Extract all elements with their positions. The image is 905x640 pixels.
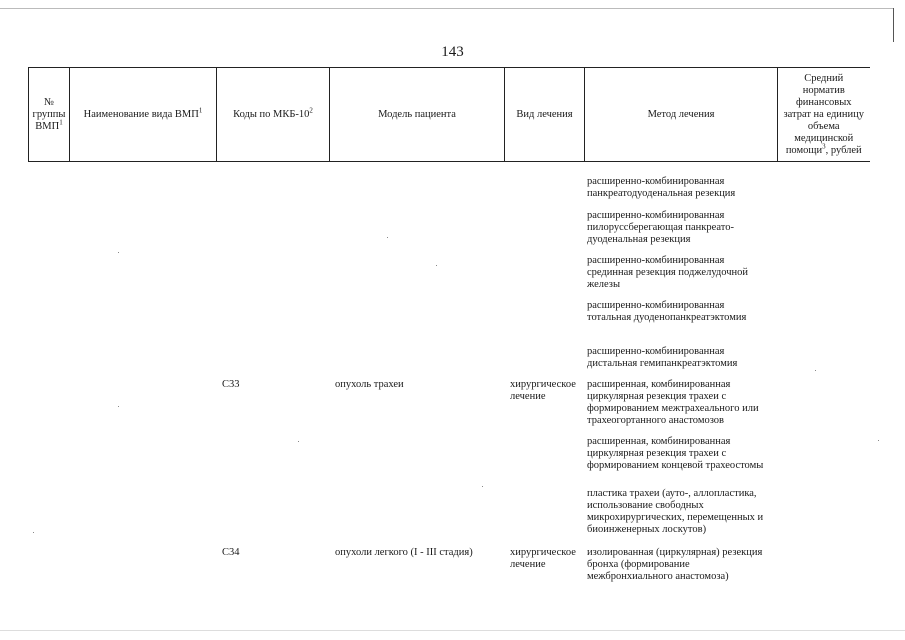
scan-speck [118,252,119,253]
scan-speck [815,370,816,371]
patient-model: опухоль трахеи [335,379,404,390]
scan-edge-right [893,8,894,42]
page-number: 143 [441,44,464,60]
table-header [28,67,870,162]
header-treatment-type: Вид лечения [505,68,585,162]
header-icd-codes: Коды по МКБ-$10^2$ [217,68,330,162]
scan-speck [482,486,483,487]
header-vmp-name: Наименование вида ВМП$^1$ [70,68,217,162]
method-text: расширенно-комбинированная панкреатодуоденальная резекция [587,176,736,199]
header-group-number: № группы ВМП$^1$ [29,68,70,162]
header-patient-model: Модель пациента [330,68,505,162]
method-text: расширенная, комбинированная циркулярная резекция трахеи с формированием концевой трахеостомы [587,436,764,471]
method-text: расширенная, комбинированная циркулярная резекция трахеи с формированием межтрахеального или трахеогортанного анастомозов [587,379,759,426]
icd-code: C33 [222,379,240,390]
scan-edge-bottom [0,630,905,631]
method-text: расширенно-комбинированная срединная резекция поджелудочной железы [587,255,748,290]
treatment-type: хирургическое лечение [510,547,576,570]
method-text: расширенно-комбинированная тотальная дуоденопанкреатэктомия [587,300,747,323]
header-treatment-method: Метод лечения [585,68,778,162]
treatment-type: хирургическое лечение [510,379,576,402]
method-text: изолированная (циркулярная) резекция бронха (формирование межбронхиального анастомоза) [587,547,763,582]
scan-speck [118,406,119,407]
scan-edge-top [0,8,893,9]
scan-speck [436,265,437,266]
scan-speck [298,441,299,442]
patient-model: опухоли легкого (I - III стадия) [335,547,473,558]
header-cost-normative: Средний норматив финансовых затрат на единицу объема медицинской помощи$^3$, рублей [778,68,870,162]
method-text: расширенно-комбинированная пилоруссберегающая панкреато- дуоденальная резекция [587,210,734,245]
scan-speck [878,440,879,441]
icd-code: C34 [222,547,240,558]
scan-speck [387,237,388,238]
method-text: пластика трахеи (ауто-, аллопластика, использование свободных микрохирургических, перемещенных и биоинженерных лоскутов) [587,488,764,535]
method-text: расширенно-комбинированная дистальная гемипанкреатэктомия [587,346,738,369]
scan-speck [33,532,34,533]
